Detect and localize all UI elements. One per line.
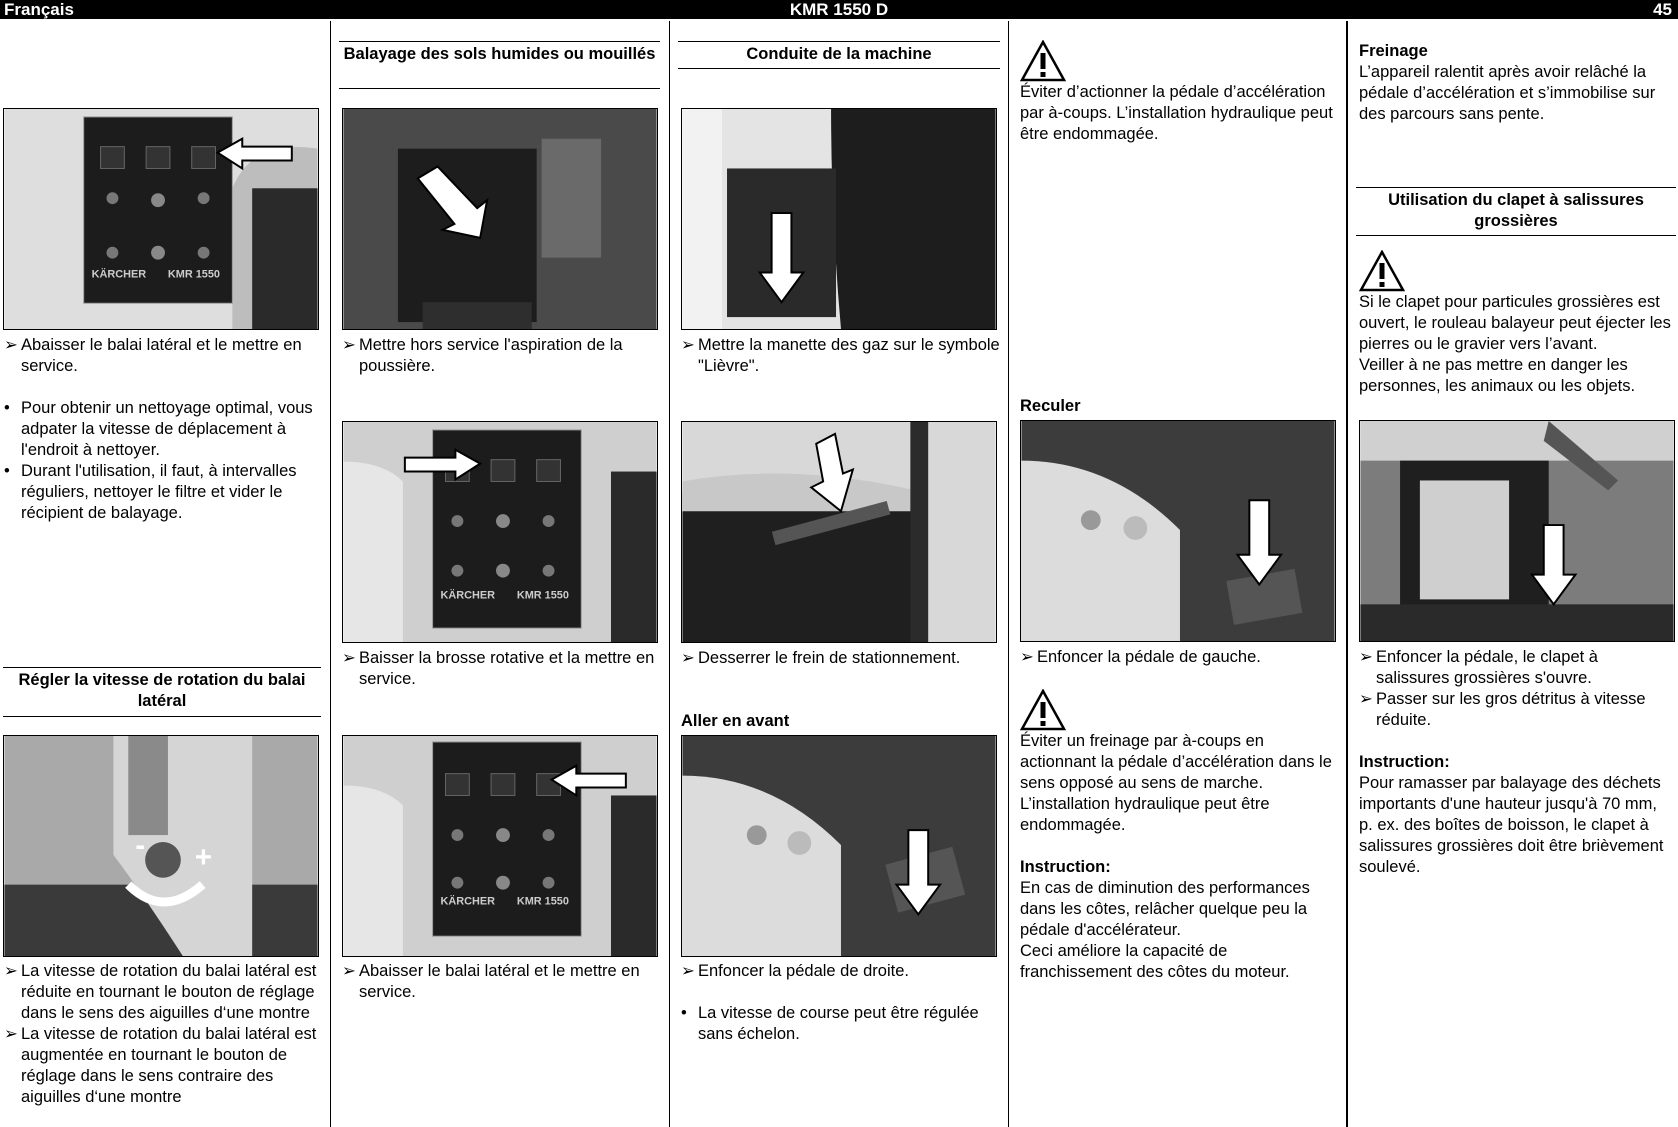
arrow-bullet-icon: ➢ (342, 336, 356, 354)
arrow-bullet-icon: ➢ (342, 962, 356, 980)
instruction-step: ➢ Mettre hors service l'aspiration de la poussière. (342, 336, 623, 375)
arrow-bullet-icon: ➢ (4, 1025, 18, 1043)
warning-triangle-icon (1020, 40, 1066, 82)
instruction-step: ➢ Mettre la manette des gaz sur le symbole "Lièvre". (681, 336, 1000, 375)
warning-triangle-icon (1020, 689, 1066, 731)
instruction-text: En cas de diminution des performances dans les côtes, relâcher quelque peu la pédale d'accélérateur. (1020, 879, 1310, 939)
knob-adjust-photo (3, 735, 319, 957)
instruction-step: ➢ Enfoncer la pédale de droite. (681, 962, 909, 980)
instruction-label: Instruction: (1359, 753, 1450, 771)
warning-triangle-icon (1359, 250, 1405, 292)
header-page-number: 45 (1653, 0, 1672, 19)
arrow-bullet-icon: ➢ (681, 649, 695, 667)
page-header (0, 0, 1678, 19)
dot-bullet-icon: • (4, 399, 10, 417)
parking-brake-photo (681, 421, 997, 643)
instruction-step: ➢ La vitesse de rotation du balai latéral est augmentée en tournant le bouton de réglage dans le sens contraire des aiguilles d‘une montre (4, 1025, 317, 1106)
minus-icon: - (135, 828, 146, 862)
dust-suction-photo (342, 108, 658, 330)
bullet-item: • Durant l'utilisation, il faut, à intervalles réguliers, nettoyer le filtre et vider le récipient de balayage. (4, 462, 297, 522)
arrow-bullet-icon: ➢ (681, 962, 695, 980)
instruction-step: ➢ Desserrer le frein de stationnement. (681, 649, 961, 667)
arrow-bullet-icon: ➢ (1359, 690, 1373, 708)
instruction-step: ➢ Baisser la brosse rotative et la mettre en service. (342, 649, 655, 688)
instruction-step: ➢ Passer sur les gros détritus à vitesse réduite. (1359, 690, 1646, 729)
plus-icon: + (194, 840, 213, 874)
arrow-bullet-icon: ➢ (4, 336, 18, 354)
dot-bullet-icon: • (681, 1004, 687, 1022)
warning-text: Éviter un freinage par à-coups en actionnant la pédale d’accélération dans le sens opposé au sens de marche. (1020, 732, 1332, 792)
instruction-step: ➢ Enfoncer la pédale de gauche. (1020, 648, 1261, 666)
section-heading: Conduite de la machine (678, 41, 1000, 69)
section-heading: Utilisation du clapet à salissures grossières (1356, 187, 1676, 236)
warning-text: Veiller à ne pas mettre en danger les personnes, les animaux ou les objets. (1359, 356, 1636, 395)
warning-text: L’installation hydraulique peut être endommagée. (1020, 795, 1270, 834)
throttle-photo (681, 108, 997, 330)
instruction-step: ➢ Abaisser le balai latéral et le mettre en service. (4, 336, 302, 375)
column-divider (1008, 21, 1009, 1127)
coarse-flap-pedal-photo (1359, 420, 1675, 642)
warning-text: Éviter d’actionner la pédale d’accélération par à-coups. L’installation hydraulique peut être endommagée. (1020, 83, 1333, 143)
instruction-step: ➢ La vitesse de rotation du balai latéral est réduite en tournant le bouton de réglage dans le sens des aiguilles d‘une montre (4, 962, 317, 1022)
warning-text: Si le clapet pour particules grossières est ouvert, le rouleau balayeur peut éjecter les pierres ou le gravier vers l’avant. (1359, 293, 1671, 353)
control-panel-photo (342, 421, 658, 643)
instruction-label: Instruction: (1020, 858, 1111, 876)
bullet-item: • La vitesse de course peut être régulée sans échelon. (681, 1004, 979, 1043)
subheading: Freinage (1359, 42, 1428, 60)
control-panel-photo (342, 735, 658, 957)
section-heading: Régler la vitesse de rotation du balai latéral (3, 667, 321, 717)
control-panel-photo (3, 108, 319, 330)
freinage-text: L’appareil ralentit après avoir relâché la pédale d’accélération et s’immobilise sur des parcours sans pente. (1359, 63, 1656, 123)
instruction-text: Ceci améliore la capacité de franchissement des côtes du moteur. (1020, 942, 1290, 981)
panel-brand-text: KÄRCHER (440, 895, 496, 908)
instruction-step: ➢ Abaisser le balai latéral et le mettre en service. (342, 962, 640, 1001)
arrow-bullet-icon: ➢ (4, 962, 18, 980)
arrow-bullet-icon: ➢ (1020, 648, 1034, 666)
column-divider (330, 21, 331, 1127)
panel-brand-text: KÄRCHER (440, 589, 496, 602)
header-language: Français (4, 0, 74, 19)
header-model: KMR 1550 D (789, 0, 889, 19)
arrow-bullet-icon: ➢ (1359, 648, 1373, 666)
panel-model-text: KMR 1550 (516, 895, 569, 908)
column-divider (1346, 21, 1348, 1127)
forward-pedal-photo (681, 735, 997, 957)
bullet-item: • Pour obtenir un nettoyage optimal, vous adpater la vitesse de déplacement à l'endroit à nettoyer. (4, 399, 313, 459)
instruction-text: Pour ramasser par balayage des déchets importants d'une hauteur jusqu'à 70 mm, p. ex. des boîtes de boisson, le clapet à salissures grossières doit être brièvement soulevé. (1359, 774, 1664, 876)
reverse-pedal-photo (1020, 420, 1336, 642)
instruction-step: ➢ Enfoncer la pédale, le clapet à salissures grossières s'ouvre. (1359, 648, 1598, 687)
arrow-bullet-icon: ➢ (342, 649, 356, 667)
subheading: Reculer (1020, 397, 1081, 415)
panel-model-text: KMR 1550 (167, 268, 220, 281)
panel-brand-text: KÄRCHER (91, 268, 147, 281)
arrow-bullet-icon: ➢ (681, 336, 695, 354)
dot-bullet-icon: • (4, 462, 10, 480)
panel-model-text: KMR 1550 (516, 589, 569, 602)
section-heading: Balayage des sols humides ou mouillés (339, 41, 660, 89)
subheading: Aller en avant (681, 712, 790, 730)
column-divider (669, 21, 670, 1127)
